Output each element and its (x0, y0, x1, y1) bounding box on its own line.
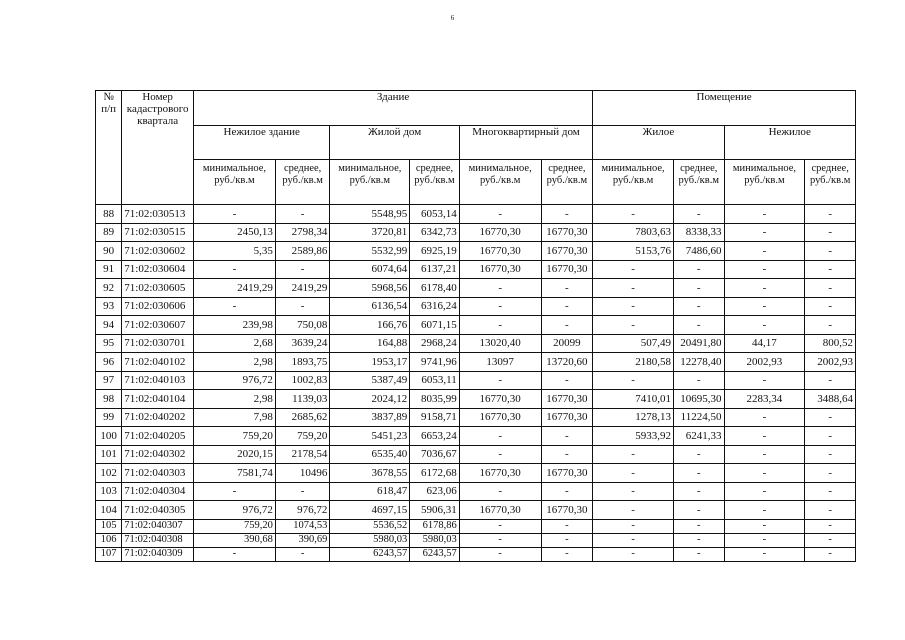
value-cell: - (275, 482, 330, 501)
header-apartment-building: Многоквартирный дом (459, 126, 592, 160)
value-cell: 16770,30 (541, 501, 593, 520)
value-cell: - (674, 533, 725, 547)
value-cell: - (674, 501, 725, 520)
value-cell: - (593, 533, 674, 547)
value-cell: 239,98 (194, 316, 276, 335)
value-cell: - (674, 519, 725, 533)
value-cell: 1278,13 (593, 408, 674, 427)
value-cell: 2024,12 (330, 390, 410, 409)
value-cell: 7486,60 (674, 242, 725, 261)
value-cell: 5536,52 (330, 519, 410, 533)
table-body (96, 205, 856, 562)
value-cell: 2419,29 (275, 279, 330, 298)
value-cell: - (541, 205, 593, 224)
value-cell: - (459, 297, 541, 316)
value-cell: 800,52 (805, 334, 856, 353)
table-row (96, 205, 856, 224)
value-cell: - (724, 297, 805, 316)
row-number: 97 (96, 371, 122, 390)
value-cell: 5968,56 (330, 279, 410, 298)
header-min: минимальное, руб./кв.м (194, 160, 276, 205)
cadastral-block-number: 71:02:030602 (122, 242, 194, 261)
value-cell: - (541, 547, 593, 561)
table-row (96, 547, 856, 561)
row-number: 100 (96, 427, 122, 446)
value-cell: - (805, 316, 856, 335)
value-cell: 166,76 (330, 316, 410, 335)
value-cell: 2450,13 (194, 223, 276, 242)
value-cell: - (541, 427, 593, 446)
table-row (96, 482, 856, 501)
header-number: № п/п (96, 91, 122, 205)
value-cell: - (674, 205, 725, 224)
value-cell: 2589,86 (275, 242, 330, 261)
value-cell: 16770,30 (459, 260, 541, 279)
header-avg: среднее, руб./кв.м (275, 160, 330, 205)
value-cell: 44,17 (724, 334, 805, 353)
value-cell: - (724, 223, 805, 242)
row-number: 104 (96, 501, 122, 520)
value-cell: - (724, 205, 805, 224)
value-cell: - (805, 223, 856, 242)
value-cell: - (459, 519, 541, 533)
value-cell: 13020,40 (459, 334, 541, 353)
value-cell: 16770,30 (459, 501, 541, 520)
value-cell: - (674, 445, 725, 464)
value-cell: 6241,33 (674, 427, 725, 446)
header-avg: среднее, руб./кв.м (410, 160, 460, 205)
page-number: 6 (450, 14, 455, 22)
value-cell: 16770,30 (459, 242, 541, 261)
value-cell: 759,20 (194, 519, 276, 533)
value-cell: - (541, 482, 593, 501)
table-row (96, 371, 856, 390)
value-cell: - (593, 501, 674, 520)
value-cell: 6053,14 (410, 205, 460, 224)
header-min: минимальное, руб./кв.м (330, 160, 410, 205)
value-cell: - (593, 464, 674, 483)
value-cell: - (805, 205, 856, 224)
value-cell: 7581,74 (194, 464, 276, 483)
row-number: 90 (96, 242, 122, 261)
table-row (96, 334, 856, 353)
value-cell: - (459, 533, 541, 547)
header-cadastral-block: Номер кадастрового квартала (122, 91, 194, 205)
value-cell: 3639,24 (275, 334, 330, 353)
cadastral-block-number: 71:02:040102 (122, 353, 194, 372)
value-cell: 16770,30 (541, 242, 593, 261)
value-cell: - (805, 427, 856, 446)
value-cell: - (724, 533, 805, 547)
cadastral-block-number: 71:02:030607 (122, 316, 194, 335)
value-cell: 6535,40 (330, 445, 410, 464)
value-cell: 20491,80 (674, 334, 725, 353)
value-cell: 16770,30 (459, 390, 541, 409)
cadastral-block-number: 71:02:030513 (122, 205, 194, 224)
value-cell: - (805, 547, 856, 561)
value-cell: 2,68 (194, 334, 276, 353)
value-cell: 618,47 (330, 482, 410, 501)
value-cell: - (593, 279, 674, 298)
value-cell: - (724, 482, 805, 501)
value-cell: 8338,33 (674, 223, 725, 242)
value-cell: 390,68 (194, 533, 276, 547)
value-cell: - (805, 501, 856, 520)
value-cell: - (805, 260, 856, 279)
value-cell: 5548,95 (330, 205, 410, 224)
value-cell: 2180,58 (593, 353, 674, 372)
value-cell: 5906,31 (410, 501, 460, 520)
value-cell: - (674, 297, 725, 316)
value-cell: - (674, 464, 725, 483)
row-number: 99 (96, 408, 122, 427)
value-cell: 7036,67 (410, 445, 460, 464)
value-cell: - (674, 482, 725, 501)
value-cell: - (459, 445, 541, 464)
row-number: 102 (96, 464, 122, 483)
value-cell: - (194, 482, 276, 501)
value-cell: 5,35 (194, 242, 276, 261)
value-cell: - (724, 242, 805, 261)
table-row (96, 464, 856, 483)
value-cell: 759,20 (194, 427, 276, 446)
value-cell: 1002,83 (275, 371, 330, 390)
value-cell: 759,20 (275, 427, 330, 446)
row-number: 91 (96, 260, 122, 279)
value-cell: 6137,21 (410, 260, 460, 279)
cadastral-block-number: 71:02:030605 (122, 279, 194, 298)
value-cell: - (724, 279, 805, 298)
value-cell: 507,49 (593, 334, 674, 353)
value-cell: 9741,96 (410, 353, 460, 372)
value-cell: 5933,92 (593, 427, 674, 446)
header-min: минимальное, руб./кв.м (459, 160, 541, 205)
value-cell: - (541, 297, 593, 316)
row-number: 96 (96, 353, 122, 372)
value-cell: - (724, 427, 805, 446)
row-number: 94 (96, 316, 122, 335)
value-cell: - (459, 205, 541, 224)
table-row (96, 353, 856, 372)
table-row (96, 533, 856, 547)
row-number: 106 (96, 533, 122, 547)
cadastral-block-number: 71:02:030515 (122, 223, 194, 242)
header-min: минимальное, руб./кв.м (724, 160, 805, 205)
value-cell: - (724, 260, 805, 279)
value-cell: 2,98 (194, 390, 276, 409)
value-cell: 13097 (459, 353, 541, 372)
value-cell: - (674, 260, 725, 279)
value-cell: - (593, 205, 674, 224)
value-cell: 11224,50 (674, 408, 725, 427)
row-number: 107 (96, 547, 122, 561)
value-cell: - (275, 297, 330, 316)
row-number: 95 (96, 334, 122, 353)
value-cell: 16770,30 (541, 223, 593, 242)
row-number: 89 (96, 223, 122, 242)
value-cell: - (805, 519, 856, 533)
value-cell: 3837,89 (330, 408, 410, 427)
table-row (96, 501, 856, 520)
value-cell: - (805, 279, 856, 298)
value-cell: - (459, 279, 541, 298)
row-number: 93 (96, 297, 122, 316)
table-row (96, 316, 856, 335)
value-cell: 5451,23 (330, 427, 410, 446)
value-cell: 2798,34 (275, 223, 330, 242)
value-cell: - (541, 519, 593, 533)
value-cell: 6172,68 (410, 464, 460, 483)
value-cell: - (593, 260, 674, 279)
cadastral-block-number: 71:02:030604 (122, 260, 194, 279)
value-cell: - (459, 371, 541, 390)
cadastral-block-number: 71:02:040104 (122, 390, 194, 409)
value-cell: - (724, 519, 805, 533)
value-cell: - (459, 427, 541, 446)
value-cell: 6925,19 (410, 242, 460, 261)
value-cell: - (805, 408, 856, 427)
value-cell: 5980,03 (330, 533, 410, 547)
value-cell: - (805, 445, 856, 464)
value-cell: - (593, 519, 674, 533)
value-cell: 2419,29 (194, 279, 276, 298)
value-cell: 4697,15 (330, 501, 410, 520)
row-number: 101 (96, 445, 122, 464)
value-cell: 2178,54 (275, 445, 330, 464)
header-avg: среднее, руб./кв.м (541, 160, 593, 205)
value-cell: 5387,49 (330, 371, 410, 390)
table-row (96, 279, 856, 298)
value-cell: - (805, 371, 856, 390)
table-row (96, 427, 856, 446)
header-premises: Помещение (593, 91, 856, 126)
value-cell: - (459, 547, 541, 561)
row-number: 92 (96, 279, 122, 298)
header-residential-premises: Жилое (593, 126, 724, 160)
value-cell: - (459, 482, 541, 501)
table-row (96, 242, 856, 261)
table-row (96, 408, 856, 427)
value-cell: 1074,53 (275, 519, 330, 533)
cadastral-block-number: 71:02:030701 (122, 334, 194, 353)
value-cell: 6342,73 (410, 223, 460, 242)
header-avg: среднее, руб./кв.м (674, 160, 725, 205)
table-row (96, 260, 856, 279)
value-cell: 3678,55 (330, 464, 410, 483)
value-cell: - (194, 547, 276, 561)
value-cell: 7,98 (194, 408, 276, 427)
value-cell: 2685,62 (275, 408, 330, 427)
value-cell: - (674, 279, 725, 298)
table-row (96, 445, 856, 464)
cadastral-block-number: 71:02:040308 (122, 533, 194, 547)
value-cell: - (674, 316, 725, 335)
value-cell: 2020,15 (194, 445, 276, 464)
value-cell: 5980,03 (410, 533, 460, 547)
value-cell: 6178,40 (410, 279, 460, 298)
value-cell: - (805, 464, 856, 483)
value-cell: 976,72 (194, 371, 276, 390)
value-cell: 13720,60 (541, 353, 593, 372)
value-cell: - (724, 316, 805, 335)
table-row (96, 223, 856, 242)
value-cell: - (805, 297, 856, 316)
value-cell: - (724, 408, 805, 427)
value-cell: - (275, 260, 330, 279)
header-building: Здание (194, 91, 593, 126)
value-cell: 6136,54 (330, 297, 410, 316)
value-cell: 2002,93 (805, 353, 856, 372)
value-cell: 1139,03 (275, 390, 330, 409)
cadastral-block-number: 71:02:040309 (122, 547, 194, 561)
row-number: 98 (96, 390, 122, 409)
value-cell: - (275, 205, 330, 224)
header-nonresidential-building: Нежилое здание (194, 126, 330, 160)
header-residential-house: Жилой дом (330, 126, 459, 160)
value-cell: - (541, 533, 593, 547)
value-cell: 6653,24 (410, 427, 460, 446)
value-cell: - (194, 297, 276, 316)
cadastral-block-number: 71:02:040303 (122, 464, 194, 483)
row-number: 105 (96, 519, 122, 533)
value-cell: 16770,30 (541, 390, 593, 409)
header-min: минимальное, руб./кв.м (593, 160, 674, 205)
value-cell: - (674, 547, 725, 561)
header-nonresidential-premises: Нежилое (724, 126, 855, 160)
cadastral-block-number: 71:02:040304 (122, 482, 194, 501)
value-cell: 6316,24 (410, 297, 460, 316)
cadastral-value-table (95, 90, 856, 562)
value-cell: - (724, 371, 805, 390)
value-cell: - (541, 371, 593, 390)
value-cell: 2002,93 (724, 353, 805, 372)
value-cell: - (805, 533, 856, 547)
value-cell: 6074,64 (330, 260, 410, 279)
cadastral-block-number: 71:02:040307 (122, 519, 194, 533)
value-cell: - (724, 445, 805, 464)
cadastral-block-number: 71:02:040305 (122, 501, 194, 520)
table-row (96, 519, 856, 533)
row-number: 103 (96, 482, 122, 501)
value-cell: 16770,30 (459, 223, 541, 242)
value-cell: 6071,15 (410, 316, 460, 335)
value-cell: 16770,30 (459, 408, 541, 427)
value-cell: - (724, 464, 805, 483)
value-cell: - (593, 371, 674, 390)
value-cell: 2968,24 (410, 334, 460, 353)
value-cell: - (593, 297, 674, 316)
header-avg: среднее, руб./кв.м (805, 160, 856, 205)
value-cell: 3488,64 (805, 390, 856, 409)
value-cell: 5532,99 (330, 242, 410, 261)
value-cell: 8035,99 (410, 390, 460, 409)
value-cell: 7410,01 (593, 390, 674, 409)
table-row (96, 297, 856, 316)
value-cell: 16770,30 (541, 408, 593, 427)
value-cell: - (805, 482, 856, 501)
value-cell: 10695,30 (674, 390, 725, 409)
value-cell: 164,88 (330, 334, 410, 353)
value-cell: 20099 (541, 334, 593, 353)
value-cell: 623,06 (410, 482, 460, 501)
value-cell: 10496 (275, 464, 330, 483)
value-cell: 2,98 (194, 353, 276, 372)
value-cell: 976,72 (275, 501, 330, 520)
cadastral-block-number: 71:02:040302 (122, 445, 194, 464)
cadastral-block-number: 71:02:040202 (122, 408, 194, 427)
cadastral-block-number: 71:02:040205 (122, 427, 194, 446)
value-cell: - (459, 316, 541, 335)
value-cell: - (805, 242, 856, 261)
value-cell: - (194, 260, 276, 279)
value-cell: 12278,40 (674, 353, 725, 372)
value-cell: - (593, 445, 674, 464)
cadastral-block-number: 71:02:030606 (122, 297, 194, 316)
value-cell: 16770,30 (541, 464, 593, 483)
value-cell: 1953,17 (330, 353, 410, 372)
value-cell: 5153,76 (593, 242, 674, 261)
value-cell: - (593, 316, 674, 335)
value-cell: 750,08 (275, 316, 330, 335)
value-cell: 1893,75 (275, 353, 330, 372)
value-cell: 390,69 (275, 533, 330, 547)
value-cell: - (194, 205, 276, 224)
value-cell: 6178,86 (410, 519, 460, 533)
value-cell: - (593, 547, 674, 561)
table-row (96, 390, 856, 409)
value-cell: 3720,81 (330, 223, 410, 242)
value-cell: - (593, 482, 674, 501)
value-cell: 9158,71 (410, 408, 460, 427)
value-cell: - (724, 547, 805, 561)
cadastral-block-number: 71:02:040103 (122, 371, 194, 390)
value-cell: 976,72 (194, 501, 276, 520)
value-cell: 6243,57 (410, 547, 460, 561)
value-cell: 16770,30 (541, 260, 593, 279)
value-cell: 6053,11 (410, 371, 460, 390)
value-cell: 2283,34 (724, 390, 805, 409)
value-cell: 6243,57 (330, 547, 410, 561)
value-cell: - (275, 547, 330, 561)
value-cell: 7803,63 (593, 223, 674, 242)
row-number: 88 (96, 205, 122, 224)
value-cell: - (541, 445, 593, 464)
value-cell: 16770,30 (459, 464, 541, 483)
value-cell: - (541, 279, 593, 298)
value-cell: - (674, 371, 725, 390)
value-cell: - (724, 501, 805, 520)
value-cell: - (541, 316, 593, 335)
